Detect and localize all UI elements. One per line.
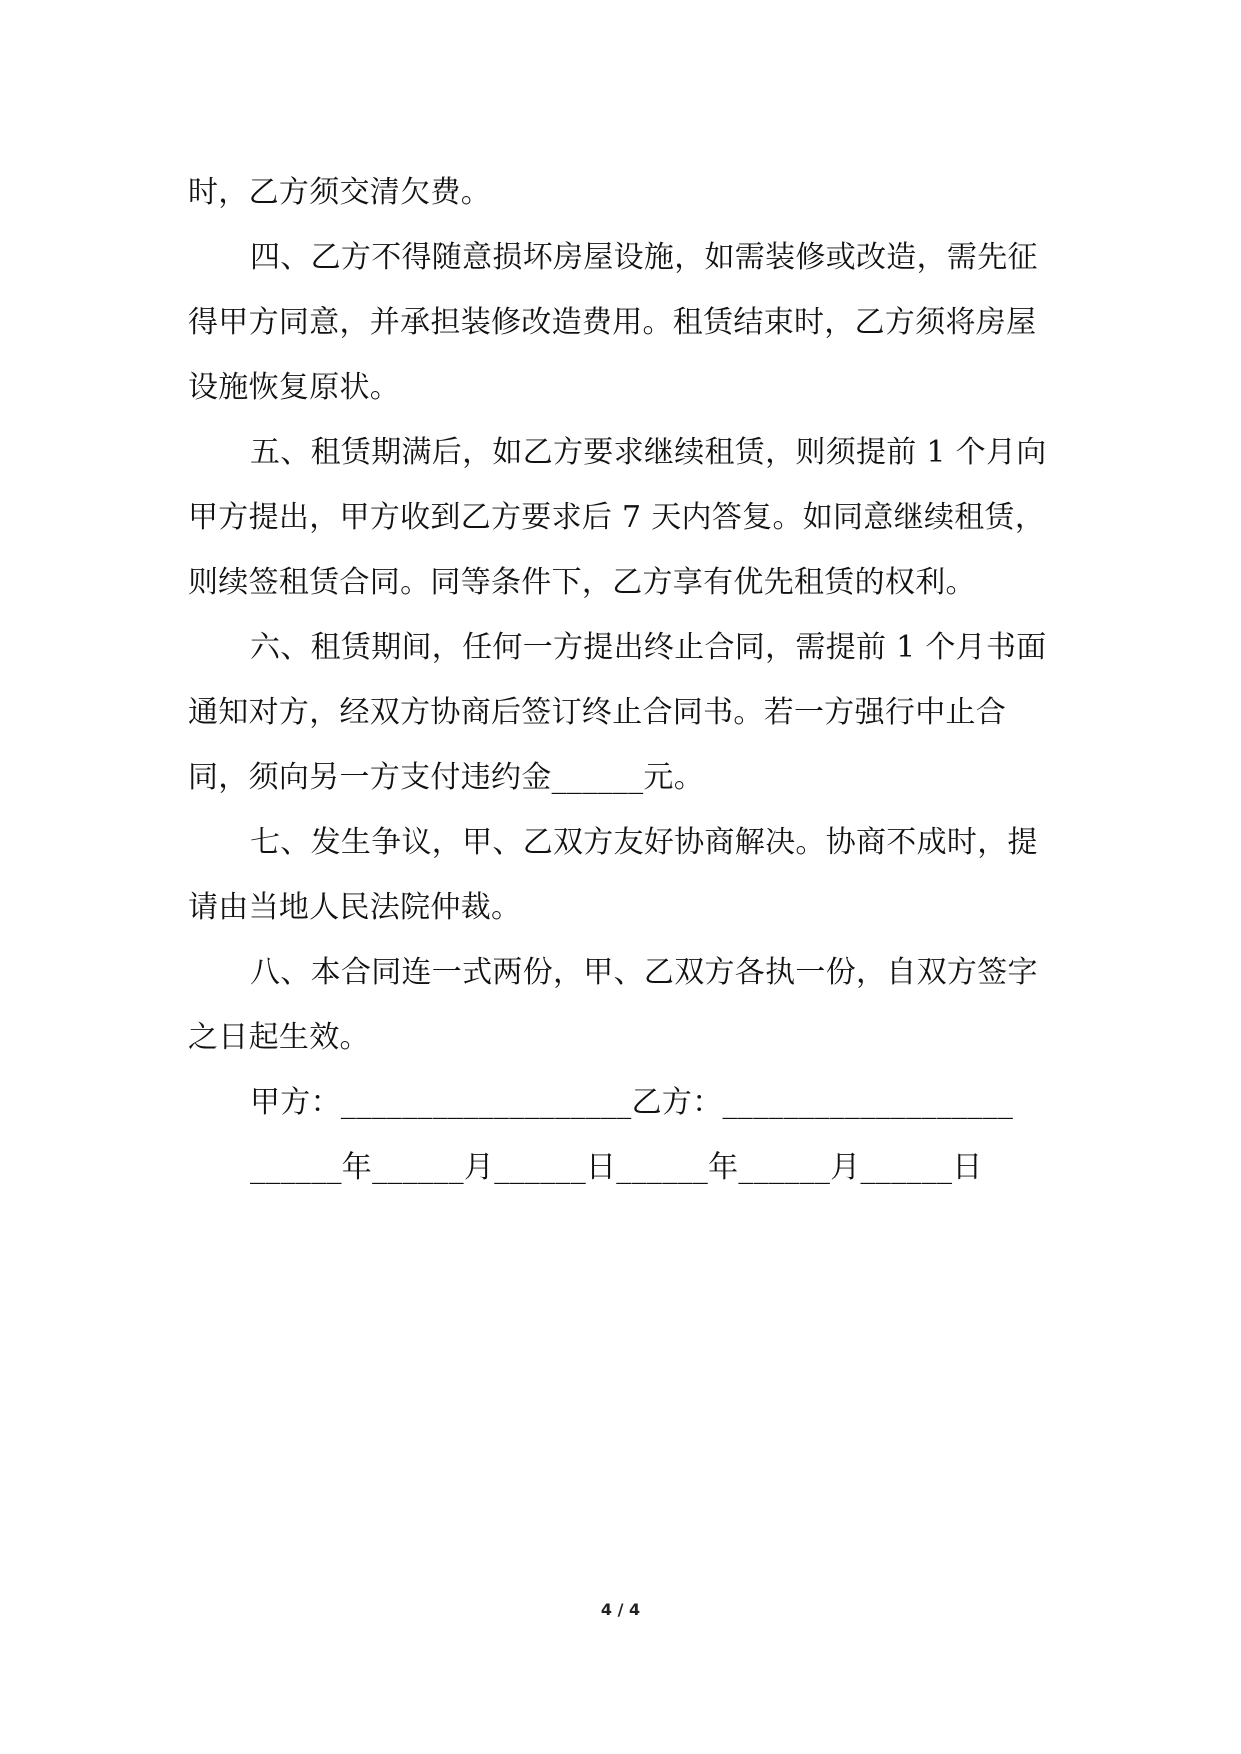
contract-body bbox=[188, 160, 1058, 1200]
paragraph-clause-5: 五、租赁期满后，如乙方要求继续租赁，则须提前 1 个月向甲方提出，甲方收到乙方要求后 7 天内答复。如同意继续租赁，则续签租赁合同。同等条件下，乙方享有优先租赁的权利。 bbox=[188, 435, 1047, 600]
paragraph-clause-4: 四、乙方不得随意损坏房屋设施，如需装修或改造，需先征得甲方同意，并承担装修改造费用。租赁结束时，乙方须将房屋设施恢复原状。 bbox=[188, 240, 1038, 405]
paragraph-continuation: 时，乙方须交清欠费。 bbox=[188, 175, 491, 210]
page-number: 4 / 4 bbox=[600, 1600, 641, 1619]
date-line: ______年______月______日______年______月______日 bbox=[250, 1150, 983, 1185]
paragraph-clause-8: 八、本合同连一式两份，甲、乙双方各执一份，自双方签字之日起生效。 bbox=[188, 955, 1038, 1055]
paragraph-clause-6: 六、租赁期间，任何一方提出终止合同，需提前 1 个月书面通知对方，经双方协商后签订终止合同书。若一方强行中止合同，须向另一方支付违约金______元。 bbox=[188, 630, 1047, 795]
signature-line: 甲方：___________________乙方：___________________ bbox=[250, 1085, 1014, 1120]
paragraph-clause-7: 七、发生争议，甲、乙双方友好协商解决。协商不成时，提请由当地人民法院仲裁。 bbox=[188, 825, 1038, 925]
